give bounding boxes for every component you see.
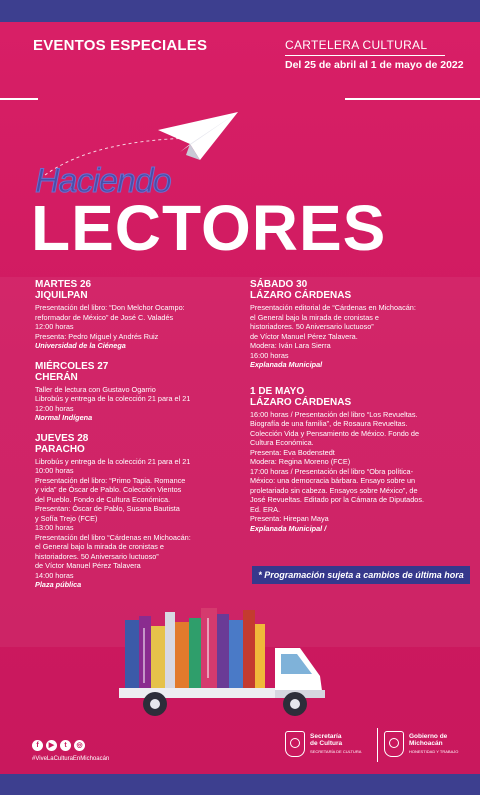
logo-line: Gobierno de xyxy=(409,732,448,740)
event-jueves xyxy=(35,433,235,590)
facebook-icon[interactable]: f xyxy=(32,740,43,751)
event-line: 14:00 horas xyxy=(35,570,74,580)
event-line: 16:00 horas / Presentación del libro “Los Revueltas. xyxy=(250,409,418,419)
event-line: 13:00 horas xyxy=(35,523,74,532)
schedule-note: * Programación sujeta a cambios de última hora xyxy=(252,566,470,584)
event-line: Cultura Económica. xyxy=(250,438,314,447)
coat-of-arms-icon xyxy=(384,731,404,757)
hashtag: #ViveLaCulturaEnMichoacán xyxy=(32,756,110,762)
logo-divider xyxy=(377,728,378,762)
event-venue: Explanada Municipal / xyxy=(250,523,327,533)
event-line: 12:00 horas xyxy=(35,403,74,413)
event-line: Presenta: Eva Bodenstedt xyxy=(250,447,335,457)
event-line: Presenta: Hirepan Maya xyxy=(250,514,329,523)
event-line: y vida” de Óscar de Pablo. Colección Vientos xyxy=(35,485,182,494)
event-day: JUEVES 28 xyxy=(35,432,89,444)
event-martes xyxy=(35,279,235,351)
logo-sub: SECRETARÍA DE CULTURA xyxy=(310,748,362,754)
event-place: PARACHO xyxy=(35,443,85,455)
title-haciendo: Haciendo xyxy=(35,162,171,200)
logo-line: Secretaría xyxy=(310,732,342,740)
bottom-bar xyxy=(0,774,480,795)
coat-of-arms-icon xyxy=(285,731,305,757)
event-line: y Sofía Trejo (FCE) xyxy=(35,513,98,523)
event-line: Presentan: Óscar de Pablo, Susana Bautista xyxy=(35,504,180,513)
event-line: Librobús y entrega de la colección 21 para el 21 xyxy=(35,456,191,466)
event-line: Colección Vida y Pensamiento de México. Fondo de xyxy=(250,428,420,438)
twitter-icon[interactable]: t xyxy=(60,740,71,751)
event-day: MIÉRCOLES 27 xyxy=(35,360,109,372)
event-line: Ed. ERA. xyxy=(250,504,281,514)
event-line: Presentación del libro “Cárdenas en Michoacán: xyxy=(35,532,191,542)
logo-line: Michoacán xyxy=(409,740,443,748)
event-day: SÁBADO 30 xyxy=(250,279,308,290)
event-line: México: una democracia bárbara. Ensayo sobre un xyxy=(250,476,416,485)
event-line: José Revueltas. Editado por la Cámara de Diputados. xyxy=(250,495,425,504)
right-column xyxy=(250,279,472,543)
event-1-mayo xyxy=(250,386,472,534)
event-place: JIQUILPAN xyxy=(35,290,88,301)
event-line: Taller de lectura con Gustavo Ogarrio xyxy=(35,384,156,394)
event-line: el General bajo la mirada de cronistas e xyxy=(250,312,379,322)
decor-line-right xyxy=(345,98,480,100)
event-line: Presenta: Pedro Miguel y Andrés Ruiz xyxy=(35,331,159,341)
book-truck-illustration xyxy=(115,598,335,724)
event-line: del Pueblo. Fondo de Cultura Económica. xyxy=(35,494,171,504)
logo-sub: HONESTIDAD Y TRABAJO xyxy=(409,748,459,754)
instagram-icon[interactable]: ◎ xyxy=(74,740,85,751)
title-lectores: LECTORES xyxy=(31,192,387,264)
event-line: Presentación del libro: “Don Melchor Ocampo: xyxy=(35,303,185,312)
youtube-icon[interactable]: ▶ xyxy=(46,740,57,751)
event-line: historiadores. 50 Aniversario luctuoso” xyxy=(250,322,374,331)
event-day: 1 DE MAYO xyxy=(250,385,305,397)
header-subtitle: CARTELERA CULTURAL xyxy=(285,38,445,56)
event-line: Modera: Regina Moreno (FCE) xyxy=(250,457,351,466)
logo-line: de Cultura xyxy=(310,740,343,748)
decor-line-left xyxy=(0,98,38,100)
social-icons xyxy=(32,740,85,751)
event-line: 16:00 horas xyxy=(250,350,289,360)
event-place: CHERÁN xyxy=(35,371,78,383)
logo-secretaria-cultura xyxy=(285,731,361,757)
event-line: Presentación editorial de “Cárdenas en Michoacán: xyxy=(250,303,416,312)
top-bar xyxy=(0,0,480,22)
event-venue: Universidad de la Ciénega xyxy=(35,341,126,350)
event-line: 12:00 horas xyxy=(35,322,74,331)
left-column xyxy=(35,279,235,600)
header-title: EVENTOS ESPECIALES xyxy=(33,37,208,54)
event-line: historiadores. 50 Aniversario luctuoso” xyxy=(35,551,159,561)
event-sabado xyxy=(250,279,472,370)
event-day: MARTES 26 xyxy=(35,279,92,290)
event-line: el General bajo la mirada de cronistas e xyxy=(35,542,164,551)
event-place: LÁZARO CÁRDENAS xyxy=(250,396,352,408)
logo-gobierno-michoacan xyxy=(384,731,458,757)
event-line: proletariado sin cabeza. Ensayos sobre México”, de xyxy=(250,485,418,495)
event-miercoles xyxy=(35,361,235,423)
event-line: Biografía de una familia”, de Rosaura Revueltas. xyxy=(250,419,408,428)
event-line: de Víctor Manuel Pérez Talavera xyxy=(35,561,141,570)
event-venue: Plaza pública xyxy=(35,580,82,589)
event-line: Modera: Iván Lara Sierra xyxy=(250,341,331,350)
event-line: Presentación del libro: “Primo Tapia. Romance xyxy=(35,475,186,485)
header-dates: Del 25 de abril al 1 de mayo de 2022 xyxy=(285,59,464,71)
event-line: Librobús y entrega de la colección 21 para el 21 xyxy=(35,394,191,403)
event-venue: Normal Indígena xyxy=(35,413,93,422)
event-line: 17:00 horas / Presentación del libro “Obra política- xyxy=(250,466,414,476)
event-place: LÁZARO CÁRDENAS xyxy=(250,290,352,301)
event-line: 10:00 horas xyxy=(35,466,74,475)
event-venue: Explanada Municipal xyxy=(250,360,323,369)
event-line: de Víctor Manuel Pérez Talavera. xyxy=(250,331,358,341)
event-line: reformador de México” de José C. Valadés xyxy=(35,312,174,322)
